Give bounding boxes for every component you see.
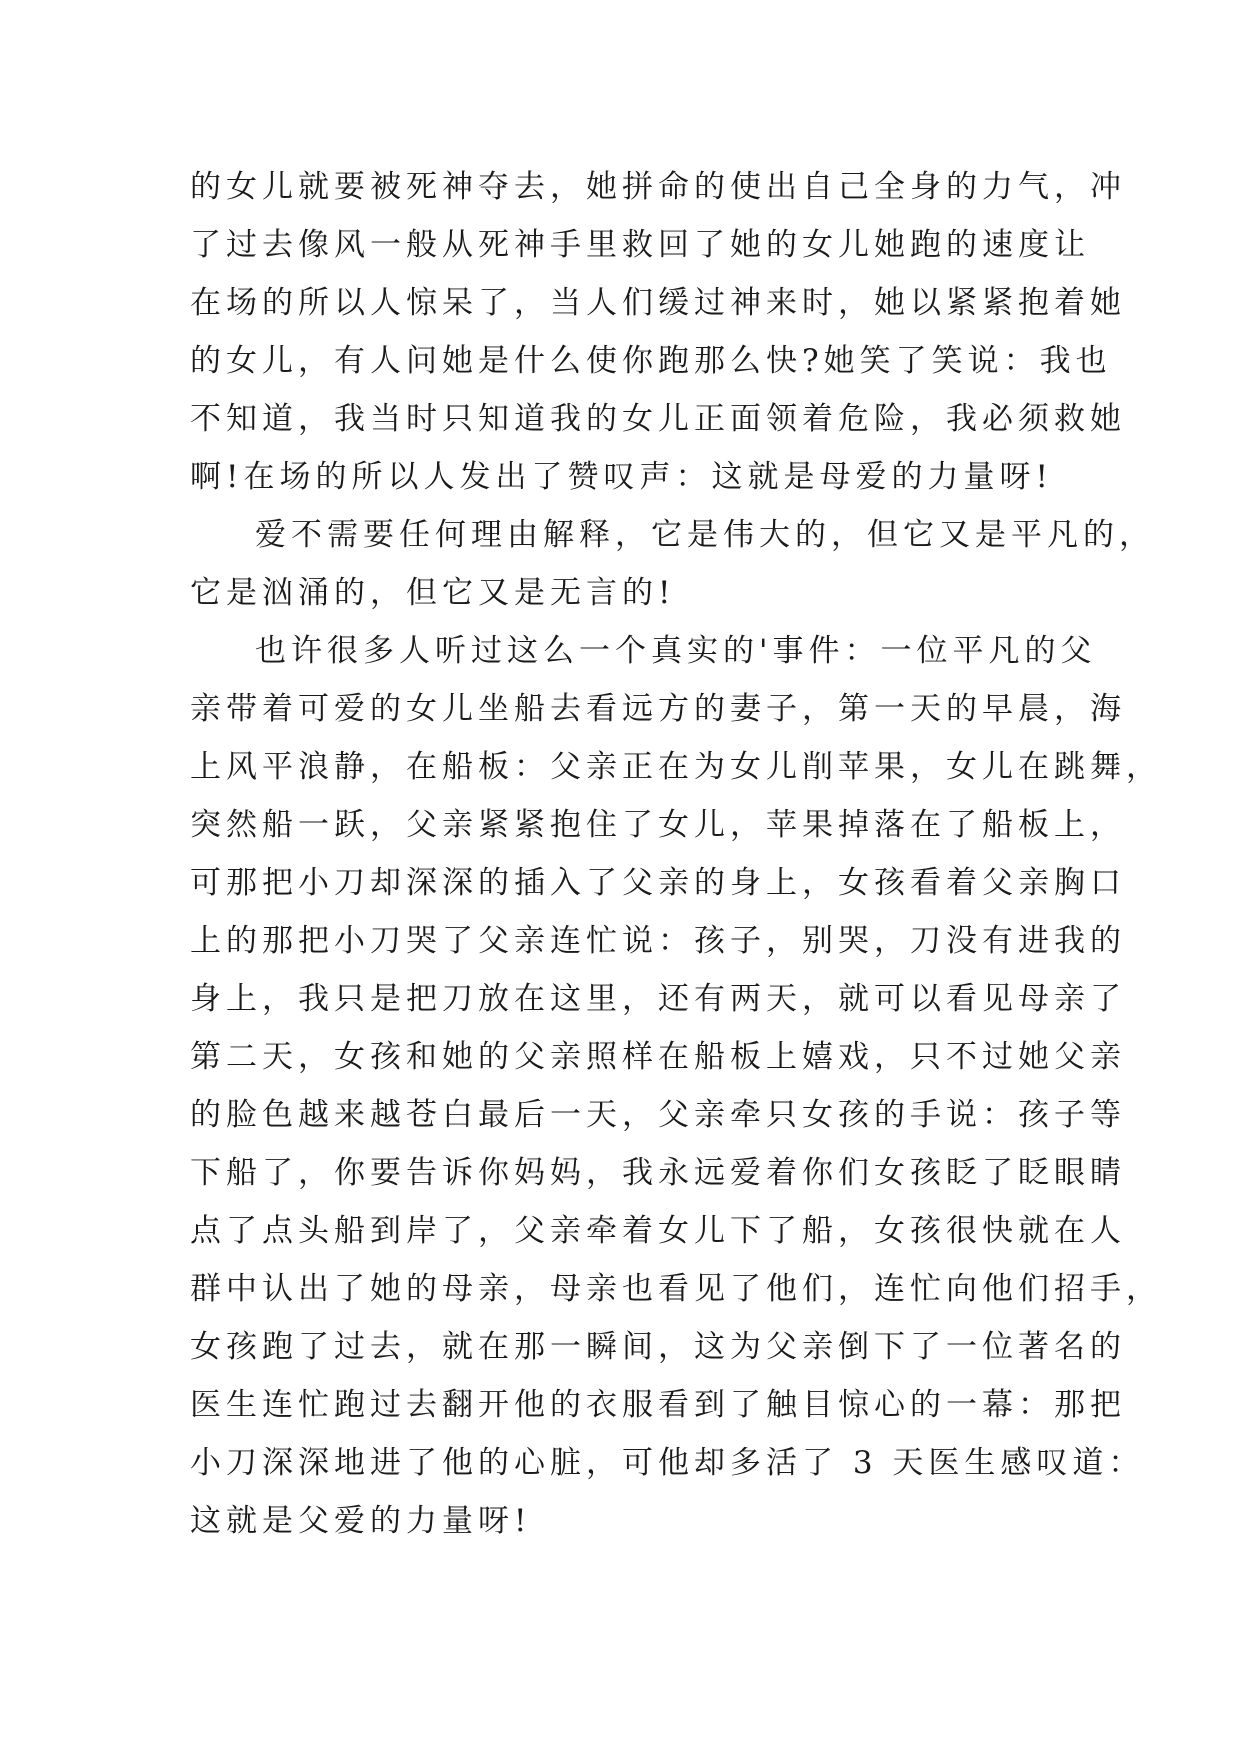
text-line: 下船了，你要告诉你妈妈，我永远爱着你们女孩眨了眨眼睛 bbox=[190, 1155, 1126, 1191]
text-line: 的女儿，有人问她是什么使你跑那么快?她笑了笑说：我也 bbox=[190, 343, 1112, 379]
text-line: 不知道，我当时只知道我的女儿正面领着危险，我必须救她 bbox=[190, 401, 1126, 437]
text-line: 突然船一跃，父亲紧紧抱住了女儿，苹果掉落在了船板上， bbox=[190, 807, 1126, 843]
text-line: 群中认出了她的母亲，母亲也看见了他们，连忙向他们招手， bbox=[190, 1271, 1162, 1307]
text-line: 小刀深深地进了他的心脏，可他却多活了 3 天医生感叹道： bbox=[190, 1445, 1145, 1481]
text-line: 第二天，女孩和她的父亲照样在船板上嬉戏，只不过她父亲 bbox=[190, 1039, 1126, 1075]
text-line: 身上，我只是把刀放在这里，还有两天，就可以看见母亲了 bbox=[190, 981, 1126, 1017]
text-line: 医生连忙跑过去翻开他的衣服看到了触目惊心的一幕：那把 bbox=[190, 1387, 1126, 1423]
text-line: 上的那把小刀哭了父亲连忙说：孩子，别哭，刀没有进我的 bbox=[190, 923, 1126, 959]
text-line: 了过去像风一般从死神手里救回了她的女儿她跑的速度让 bbox=[190, 227, 1090, 263]
text-line: 的女儿就要被死神夺去，她拼命的使出自己全身的力气，冲 bbox=[190, 169, 1126, 205]
text-line: 可那把小刀却深深的插入了父亲的身上，女孩看着父亲胸口 bbox=[190, 865, 1126, 901]
text-line: 在场的所以人惊呆了，当人们缓过神来时，她以紧紧抱着她 bbox=[190, 285, 1126, 321]
text-line: 也许很多人听过这么一个真实的'事件：一位平凡的父 bbox=[255, 633, 1097, 669]
text-line: 亲带着可爱的女儿坐船去看远方的妻子，第一天的早晨，海 bbox=[190, 691, 1126, 727]
body-text bbox=[190, 158, 1162, 1550]
text-line: 它是汹涌的，但它又是无言的! bbox=[190, 575, 676, 611]
text-line: 这就是父爱的力量呀! bbox=[190, 1503, 532, 1539]
text-line: 点了点头船到岸了，父亲牵着女儿下了船，女孩很快就在人 bbox=[190, 1213, 1126, 1249]
text-line: 女孩跑了过去，就在那一瞬间，这为父亲倒下了一位著名的 bbox=[190, 1329, 1126, 1365]
text-line: 啊!在场的所以人发出了赞叹声：这就是母爱的力量呀! bbox=[190, 459, 1053, 495]
text-line: 的脸色越来越苍白最后一天，父亲牵只女孩的手说：孩子等 bbox=[190, 1097, 1126, 1133]
text-line: 上风平浪静，在船板：父亲正在为女儿削苹果，女儿在跳舞， bbox=[190, 749, 1162, 785]
text-line: 爱不需要任何理由解释，它是伟大的，但它又是平凡的， bbox=[255, 517, 1155, 553]
